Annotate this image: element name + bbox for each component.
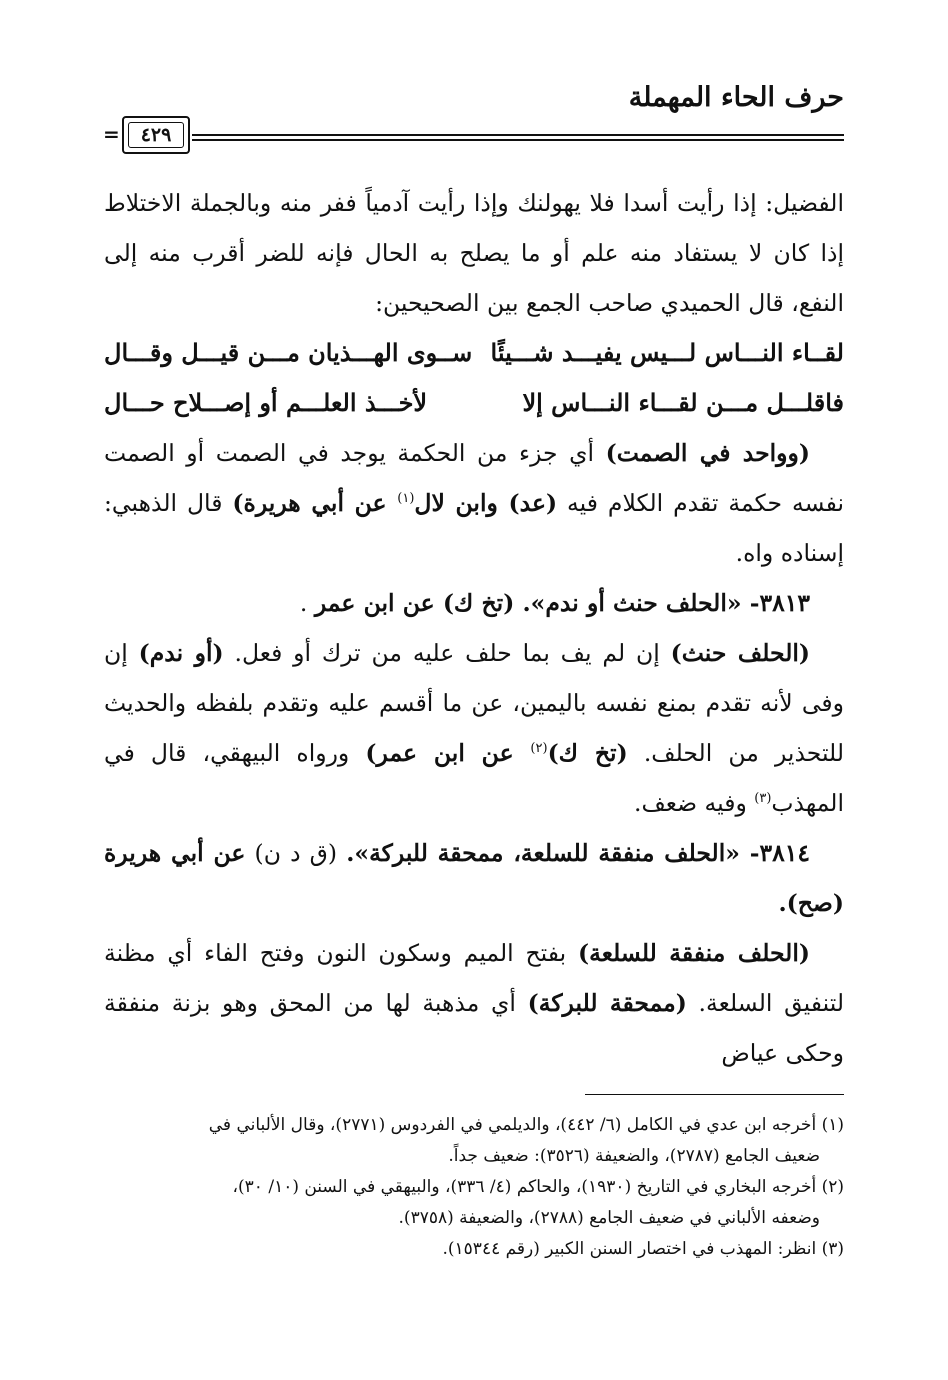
footnote-ref-3[interactable]: (٣) [754, 791, 772, 807]
footnote-1-cont: ضعيف الجامع (٢٧٨٧)، والضعيفة (٣٥٢٦): ضعيف جداً. [448, 1146, 820, 1166]
footnote-2-line-1: (٢) أخرجه البخاري في التاريخ (١٩٣٠)، والحاكم (٤/ ٣٣٦)، والبيهقي في السنن (١٠/ ٣٠)، [232, 1177, 844, 1197]
hadith-3814 [104, 828, 844, 928]
source-reference: (ق د ن) [245, 839, 347, 867]
paragraph-intro: الفضيل: إذا رأيت أسدا فلا يهولنك وإذا رأيت آدمياً ففر منه وبالجملة الاختلاط إذا كان لا يستفاد منه علم أو ما يصلح به الحال فإنه للضر أقرب منه إلى النفع، قال الحميدي صاحب الجمع بين الصحيحين: [104, 189, 844, 317]
verse-1-first-hemistich: لقــاء النـــاس لـــيس يفيـــد شـــيئًا [490, 338, 844, 367]
narrator-reference: عن ابن عمر) [365, 739, 531, 767]
paragraph-silence [104, 428, 844, 578]
commentary-text: إن وفى لأنه تقدم بمنع نفسه باليمين، عن ما أقسم عليه وتقدم بلفظه والحديث للتحذير من الحلف. [104, 639, 844, 767]
quoted-term: (وواحد في الصمت) [605, 439, 810, 467]
verse-2-first-hemistich: فاقلـــل مـــن لقـــاء النـــاس إلا [522, 388, 844, 417]
commentary-text: أي مذهبة لها من المحق وهو بزنة منفقة وحكى عياض [104, 989, 844, 1067]
poem-verse-2 [104, 378, 844, 428]
footnote-ref-1[interactable]: (١) [397, 491, 415, 507]
main-text [104, 178, 844, 1078]
quoted-term: (الحلف منفقة للسلعة) [578, 939, 810, 967]
narrator-reference: عن أبي هريرة (صح). [104, 839, 844, 917]
commentary-text: وفيه ضعف. [633, 789, 755, 817]
hadith-3813 [104, 578, 844, 628]
commentary-text: أي جزء من الحكمة يوجد في الصمت أو الصمت نفسه حكمة تقدم الكلام فيه [104, 439, 844, 517]
page-number-frame [122, 116, 190, 154]
poem-verse-1 [104, 328, 844, 378]
footnotes [104, 1110, 844, 1265]
paragraph-oath-commentary [104, 628, 844, 828]
source-reference: (تخ ك) [547, 739, 628, 767]
narrator-reference: عن أبي هريرة) [232, 489, 398, 517]
verse-2-second-hemistich: لأخـــذ العلـــم أو إصـــلاح حـــال [104, 388, 428, 417]
quoted-term: (الحلف حنث) [670, 639, 810, 667]
footnote-1 [104, 1110, 844, 1141]
hadith-text: ٣٨١٤- «الحلف منفقة للسلعة، ممحقة للبركة». [346, 839, 811, 867]
commentary-text: إن لم يف بما حلف عليه من ترك أو فعل. [223, 639, 671, 667]
hadith-text: ٣٨١٣- «الحلف حنث أو ندم». (تخ ك) عن ابن عمر [314, 589, 810, 617]
verse-1-second-hemistich: ســوى الهـــذيان مـــن قيـــل وقـــال [104, 338, 473, 367]
header-double-rule [192, 134, 844, 141]
commentary-text: ورواه البيهقي، قال في المهذب [104, 739, 844, 817]
footnote-1-line-1: (١) أخرجه ابن عدي في الكامل (٦/ ٤٤٢)، والديلمي في الفردوس (٢٧٧١)، وقال الألباني في [208, 1115, 844, 1135]
running-title: حرف الحاء المهملة [628, 82, 844, 113]
source-reference: (عد) وابن لال [414, 489, 558, 517]
page-number: ٤٢٩ [128, 122, 184, 148]
quoted-term: (ممحقة للبركة) [527, 989, 687, 1017]
footnote-2-cont: وضعفه الألباني في ضعيف الجامع (٢٧٨٨)، والضعيفة (٣٧٥٨). [398, 1208, 820, 1228]
footnote-3: (٣) انظر: المهذب في اختصار السنن الكبير (رقم ١٥٣٤٤). [442, 1239, 844, 1259]
paragraph-commodity-commentary [104, 928, 844, 1078]
footnote-separator [585, 1094, 844, 1095]
commentary-text: قال الذهبي: إسناده واه. [104, 489, 844, 567]
quoted-term: (أو ندم) [138, 639, 224, 667]
footnote-2 [104, 1172, 844, 1203]
commentary-text: بفتح الميم وسكون النون وفتح الفاء أي مظنة لتنفيق السلعة. [104, 939, 844, 1017]
header-side-mark: = [103, 122, 120, 146]
footnote-ref-2[interactable]: (٢) [530, 741, 548, 757]
hadith-end: . [299, 589, 315, 617]
